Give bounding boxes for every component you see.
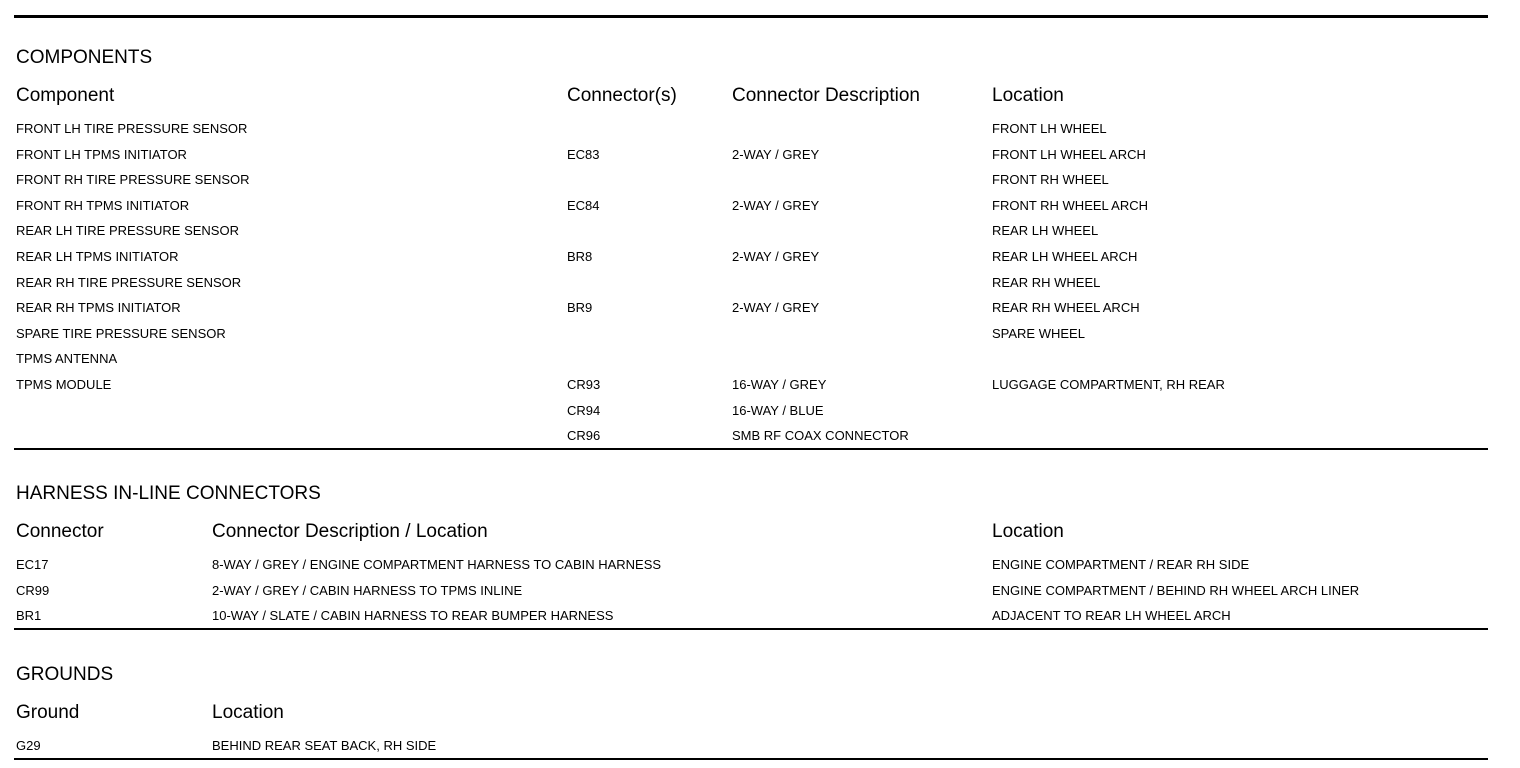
components-location-cell: FRONT RH WHEEL [992,172,1109,188]
harness-location-cell: ADJACENT TO REAR LH WHEEL ARCH [992,608,1231,623]
components-bottom-rule [14,448,1488,450]
harness-connector-cell: CR99 [16,582,50,598]
harness-location-cell: ENGINE COMPARTMENT / BEHIND RH WHEEL ARCH LINER [992,582,1360,598]
grounds-header-location: Location [212,702,284,723]
harness-description-cell: 10-WAY / SLATE / CABIN HARNESS TO REAR BUMPER HARNESS [212,608,614,623]
components-location-cell: REAR RH WHEEL ARCH [992,300,1140,316]
top-rule [14,15,1488,18]
components-description-cell: 2-WAY / GREY [732,300,820,316]
components-connector-cell: CR94 [567,402,601,418]
components-description-cell: 2-WAY / GREY [732,249,820,264]
components-location-cell: SPARE WHEEL [992,325,1085,341]
harness-section-title: HARNESS IN-LINE CONNECTORS [16,483,321,504]
components-component-cell: FRONT RH TPMS INITIATOR [16,197,190,213]
grounds-header-ground: Ground [16,702,80,723]
grounds-ground-cell: G29 [16,738,41,753]
components-component-cell: REAR LH TIRE PRESSURE SENSOR [16,223,239,239]
harness-bottom-rule [14,628,1488,630]
components-component-cell: FRONT LH TPMS INITIATOR [16,146,187,162]
components-section-title: COMPONENTS [16,47,153,68]
components-connector-cell: CR93 [567,377,601,392]
components-description-cell: 16-WAY / GREY [732,377,827,392]
components-component-cell: REAR LH TPMS INITIATOR [16,249,179,264]
components-header-connectors: Connector(s) [567,85,677,106]
components-location-cell: REAR LH WHEEL [992,223,1099,239]
components-component-cell: FRONT LH TIRE PRESSURE SENSOR [16,121,248,136]
harness-connector-cell: BR1 [16,608,42,623]
components-description-cell: SMB RF COAX CONNECTOR [732,428,909,444]
harness-description-cell: 2-WAY / GREY / CABIN HARNESS TO TPMS INLINE [212,582,523,598]
components-description-cell: 2-WAY / GREY [732,197,820,213]
harness-location-cell: ENGINE COMPARTMENT / REAR RH SIDE [992,557,1250,572]
components-component-cell: FRONT RH TIRE PRESSURE SENSOR [16,172,250,188]
harness-header-connector: Connector [16,521,104,542]
harness-description-cell: 8-WAY / GREY / ENGINE COMPARTMENT HARNESS TO CABIN HARNESS [212,557,662,572]
components-component-cell: TPMS MODULE [16,377,112,392]
components-location-cell: FRONT LH WHEEL [992,121,1107,136]
components-location-cell: REAR LH WHEEL ARCH [992,249,1138,264]
components-location-cell: FRONT LH WHEEL ARCH [992,146,1146,162]
components-component-cell: REAR RH TIRE PRESSURE SENSOR [16,274,242,290]
components-component-cell: SPARE TIRE PRESSURE SENSOR [16,325,226,341]
grounds-location-cell: BEHIND REAR SEAT BACK, RH SIDE [212,738,437,753]
components-connector-cell: CR96 [567,428,601,444]
components-component-cell: TPMS ANTENNA [16,351,118,367]
components-header-description: Connector Description [732,85,920,106]
components-location-cell: REAR RH WHEEL [992,274,1101,290]
components-header-location: Location [992,85,1064,106]
components-location-cell: FRONT RH WHEEL ARCH [992,197,1149,213]
harness-connector-cell: EC17 [16,557,49,572]
harness-header-location: Location [992,521,1064,542]
components-connector-cell: EC83 [567,146,600,162]
grounds-section-title: GROUNDS [16,664,114,685]
harness-header-description: Connector Description / Location [212,521,488,542]
components-connector-cell: BR9 [567,300,593,316]
components-location-cell: LUGGAGE COMPARTMENT, RH REAR [992,377,1225,392]
components-description-cell: 2-WAY / GREY [732,146,820,162]
components-component-cell: REAR RH TPMS INITIATOR [16,300,181,316]
components-connector-cell: EC84 [567,197,600,213]
components-description-cell: 16-WAY / BLUE [732,402,824,418]
components-connector-cell: BR8 [567,249,593,264]
components-header-component: Component [16,85,115,106]
grounds-bottom-rule [14,758,1488,760]
